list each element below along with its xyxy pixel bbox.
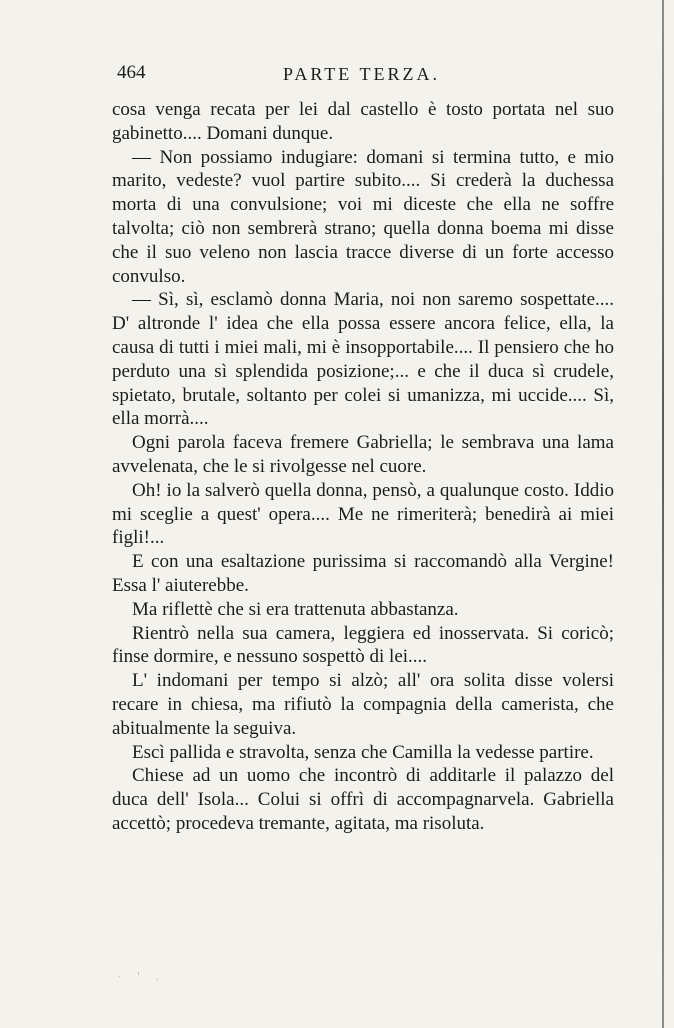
paragraph: cosa venga recata per lei dal castello è tosto portata nel suo gabinetto.... Domani dunque. bbox=[112, 99, 614, 144]
paragraph: Ogni parola faceva fremere Gabriella; le sembrava una lama avvelenata, che le si rivolgesse nel cuore. bbox=[112, 432, 614, 477]
paragraph: Oh! io la salverò quella donna, pensò, a qualunque costo. Iddio mi sceglie a quest' opera.... Me ne rimeriterà; benedirà ai miei figli!... bbox=[112, 479, 614, 549]
paragraph: Escì pallida e stravolta, senza che Camilla la vedesse partire. bbox=[132, 741, 594, 763]
page-number: 464 bbox=[117, 62, 146, 83]
paragraph: Chiese ad un uomo che incontrò di additarle il palazzo del duca dell' Isola... Colui si offrì di accompagnarvela. Gabriella accettò; procedeva tremante, agitata, ma risoluta. bbox=[112, 765, 614, 834]
paragraph: — Non possiamo indugiare: domani si termina tutto, e mio marito, vedeste? vuol partire subito.... Si crederà la duchessa morta di una convulsione; voi mi diceste che ella ne soffre talvolta; ciò non sembrerà strano; quella donna boema mi disse che il suo veleno non lascia tracce diverse di un forte accesso convulso. bbox=[112, 146, 614, 287]
paper-speck: · ' . bbox=[118, 970, 166, 983]
paragraph: — Sì, sì, esclamò donna Maria, noi non saremo sospettate.... D' altronde l' idea che ella possa essere ancora felice, ella, la causa di tutti i miei mali, mi è insopportabile.... Il pensiero che ho perduto una sì splendida posizione;... e che il duca sì crudele, spietato, brutale, soltanto per colei si umanizza, mi uccide.... Sì, ella morrà.... bbox=[112, 289, 614, 430]
paragraph: E con una esaltazione purissima si raccomandò alla Vergine! Essa l' aiuterebbe. bbox=[112, 551, 614, 596]
page-edge bbox=[662, 0, 664, 1028]
paragraph: Ma riflettè che si era trattenuta abbastanza. bbox=[132, 598, 459, 620]
body-text bbox=[112, 98, 614, 836]
page-header bbox=[115, 62, 615, 90]
paragraph: L' indomani per tempo si alzò; all' ora solita disse volersi recare in chiesa, ma rifiutò la compagnia della camerista, che abitualmente la seguiva. bbox=[112, 670, 614, 739]
running-title: PARTE TERZA. bbox=[283, 64, 440, 84]
paragraph: Rientrò nella sua camera, leggiera ed inosservata. Si coricò; finse dormire, e nessuno sospettò di lei.... bbox=[112, 622, 614, 668]
